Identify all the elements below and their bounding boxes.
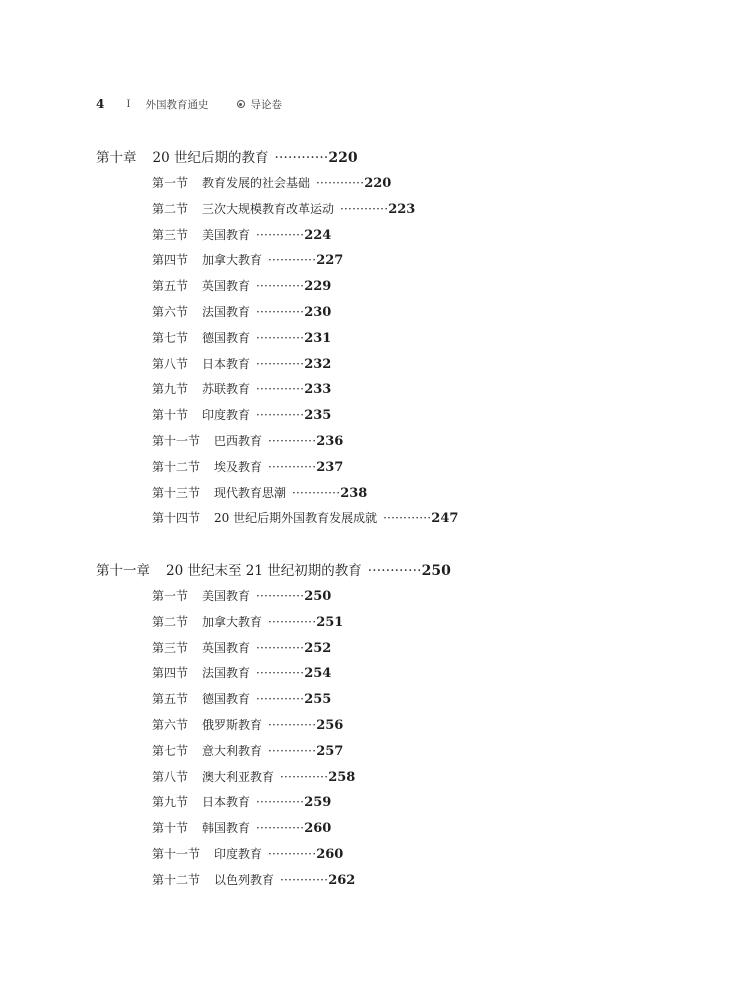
section-page-number: 230 <box>304 304 332 320</box>
section-title: 澳大利亚教育 <box>202 769 275 784</box>
toc-section-entry[interactable] <box>152 377 710 403</box>
dot-leader: ············ <box>256 821 305 836</box>
toc-section-entry[interactable] <box>152 687 710 713</box>
section-page-number: 258 <box>328 769 356 785</box>
section-page-number: 236 <box>316 433 344 449</box>
section-number: 第三节 <box>152 640 189 655</box>
section-number: 第十三节 <box>152 485 201 500</box>
toc-section-entry[interactable] <box>152 790 710 816</box>
toc-section-entry[interactable] <box>152 816 710 842</box>
dot-leader: ············ <box>256 227 305 242</box>
dot-leader: ············ <box>292 485 341 500</box>
section-page-number: 255 <box>304 692 332 708</box>
toc-section-entry[interactable] <box>152 506 710 532</box>
section-number: 第十节 <box>152 821 189 836</box>
dot-leader: ············ <box>268 433 317 448</box>
section-page-number: 223 <box>388 201 416 217</box>
section-page-number: 229 <box>304 279 332 295</box>
toc-section-entry[interactable] <box>152 223 710 249</box>
dot-leader: ············ <box>383 511 432 526</box>
section-title: 日本教育 <box>202 356 251 371</box>
section-number: 第十节 <box>152 408 189 423</box>
toc-section-entry[interactable] <box>152 842 710 868</box>
section-page-number: 224 <box>304 227 332 243</box>
section-number: 第九节 <box>152 795 189 810</box>
dot-leader: ············ <box>367 563 422 579</box>
section-number: 第八节 <box>152 356 189 371</box>
dot-leader: ············ <box>256 692 305 707</box>
toc-section-entry[interactable] <box>152 455 710 481</box>
section-page-number: 254 <box>304 666 332 682</box>
dot-leader: ············ <box>256 408 305 423</box>
section-number: 第三节 <box>152 227 189 242</box>
chapter-number: 第十一章 <box>96 563 150 579</box>
section-title: 俄罗斯教育 <box>202 717 263 732</box>
chapter-number: 第十章 <box>96 150 137 166</box>
dot-leader: ············ <box>256 666 305 681</box>
section-title: 加拿大教育 <box>202 614 263 629</box>
section-page-number: 238 <box>340 485 368 501</box>
dot-leader: ············ <box>256 640 305 655</box>
section-number: 第一节 <box>152 176 189 190</box>
toc-section-entry[interactable] <box>152 403 710 429</box>
toc-section-entry[interactable] <box>152 300 710 326</box>
dot-leader: ············ <box>256 304 305 319</box>
section-title: 埃及教育 <box>214 459 263 474</box>
section-page-number: 227 <box>316 253 344 269</box>
section-number: 第一节 <box>152 589 189 603</box>
section-title: 美国教育 <box>202 589 251 603</box>
section-title: 加拿大教育 <box>202 253 263 268</box>
toc-section-entry[interactable] <box>152 171 710 197</box>
section-page-number: 235 <box>304 408 332 424</box>
section-page-number: 260 <box>316 846 344 862</box>
section-number: 第五节 <box>152 279 189 294</box>
section-title: 德国教育 <box>202 692 251 707</box>
toc-section-entry[interactable] <box>152 248 710 274</box>
dot-leader: ············ <box>280 872 329 887</box>
dot-leader: ············ <box>268 253 317 268</box>
section-title: 印度教育 <box>214 846 263 861</box>
toc-section-entry[interactable] <box>152 584 710 610</box>
toc-section-entry[interactable] <box>152 765 710 791</box>
section-title: 印度教育 <box>202 408 251 423</box>
section-number: 第十二节 <box>152 459 201 474</box>
section-title: 法国教育 <box>202 304 251 319</box>
toc-section-entry[interactable] <box>152 429 710 455</box>
section-number: 第二节 <box>152 614 189 629</box>
circle-dot-icon <box>237 100 245 108</box>
dot-leader: ············ <box>268 614 317 629</box>
section-page-number: 260 <box>304 821 332 837</box>
section-title: 韩国教育 <box>202 821 251 836</box>
toc-section-entry[interactable] <box>152 661 710 687</box>
section-number: 第七节 <box>152 330 189 345</box>
section-number: 第八节 <box>152 769 189 784</box>
toc-chapter-entry[interactable] <box>96 145 710 171</box>
toc-section-entry[interactable] <box>152 713 710 739</box>
dot-leader: ············ <box>268 846 317 861</box>
toc-section-entry[interactable] <box>152 610 710 636</box>
chapter-title: 20 世纪后期的教育 <box>152 150 269 166</box>
toc-section-entry[interactable] <box>152 636 710 662</box>
section-title: 20 世纪后期外国教育发展成就 <box>214 511 378 526</box>
section-page-number: 256 <box>316 717 344 733</box>
section-number: 第六节 <box>152 717 189 732</box>
book-title: 外国教育通史 <box>145 98 209 111</box>
section-title: 英国教育 <box>202 279 251 294</box>
dot-leader: ············ <box>256 795 305 810</box>
section-title: 三次大规模教育改革运动 <box>202 201 335 216</box>
section-title: 法国教育 <box>202 666 251 681</box>
section-number: 第十一节 <box>152 846 201 861</box>
section-page-number: 232 <box>304 356 332 372</box>
toc-section-entry[interactable] <box>152 739 710 765</box>
page-number: 4 <box>96 97 105 111</box>
toc-section-entry[interactable] <box>152 481 710 507</box>
section-title: 美国教育 <box>202 227 251 242</box>
section-page-number: 247 <box>431 511 459 527</box>
section-title: 苏联教育 <box>202 382 251 397</box>
volume-name: 导论卷 <box>250 98 283 111</box>
section-page-number: 252 <box>304 640 332 656</box>
section-title: 以色列教育 <box>214 872 275 887</box>
header-separator: I <box>126 98 131 110</box>
dot-leader: ············ <box>316 176 365 190</box>
chapter-page-number: 250 <box>421 563 451 579</box>
section-title: 巴西教育 <box>214 433 263 448</box>
section-number: 第十一节 <box>152 433 201 448</box>
toc-section-entry[interactable] <box>152 868 710 894</box>
dot-leader: ············ <box>256 356 305 371</box>
section-title: 德国教育 <box>202 330 251 345</box>
section-page-number: 231 <box>304 330 332 346</box>
dot-leader: ············ <box>256 589 305 603</box>
toc-section-entry[interactable] <box>152 326 710 352</box>
toc-section-entry[interactable] <box>152 197 710 223</box>
page-header <box>96 96 282 112</box>
section-number: 第十二节 <box>152 872 201 887</box>
chapter-block <box>96 145 710 532</box>
dot-leader: ············ <box>280 769 329 784</box>
volume-label <box>237 97 283 112</box>
section-title: 现代教育思潮 <box>214 485 287 500</box>
dot-leader: ············ <box>268 743 317 758</box>
section-title: 意大利教育 <box>202 743 263 758</box>
section-page-number: 259 <box>304 795 332 811</box>
dot-leader: ············ <box>256 330 305 345</box>
chapter-title: 20 世纪末至 21 世纪初期的教育 <box>166 563 362 579</box>
section-page-number: 250 <box>304 589 332 604</box>
section-number: 第四节 <box>152 253 189 268</box>
section-page-number: 262 <box>328 872 356 888</box>
chapter-block <box>96 558 710 894</box>
dot-leader: ············ <box>340 201 389 216</box>
section-title: 教育发展的社会基础 <box>202 176 311 190</box>
dot-leader: ············ <box>256 279 305 294</box>
section-page-number: 257 <box>316 743 344 759</box>
toc-section-entry[interactable] <box>152 274 710 300</box>
section-page-number: 233 <box>304 382 332 398</box>
section-number: 第九节 <box>152 382 189 397</box>
section-title: 日本教育 <box>202 795 251 810</box>
dot-leader: ············ <box>268 717 317 732</box>
section-number: 第六节 <box>152 304 189 319</box>
chapter-page-number: 220 <box>328 150 358 166</box>
toc-section-entry[interactable] <box>152 352 710 378</box>
section-number: 第十四节 <box>152 511 201 526</box>
section-page-number: 237 <box>316 459 344 475</box>
dot-leader: ············ <box>268 459 317 474</box>
dot-leader: ············ <box>256 382 305 397</box>
section-number: 第四节 <box>152 666 189 681</box>
section-title: 英国教育 <box>202 640 251 655</box>
dot-leader: ············ <box>274 150 329 166</box>
section-number: 第二节 <box>152 201 189 216</box>
section-page-number: 220 <box>364 176 392 191</box>
section-number: 第五节 <box>152 692 189 707</box>
section-number: 第七节 <box>152 743 189 758</box>
toc-chapter-entry[interactable] <box>96 558 710 584</box>
section-page-number: 251 <box>316 614 344 630</box>
